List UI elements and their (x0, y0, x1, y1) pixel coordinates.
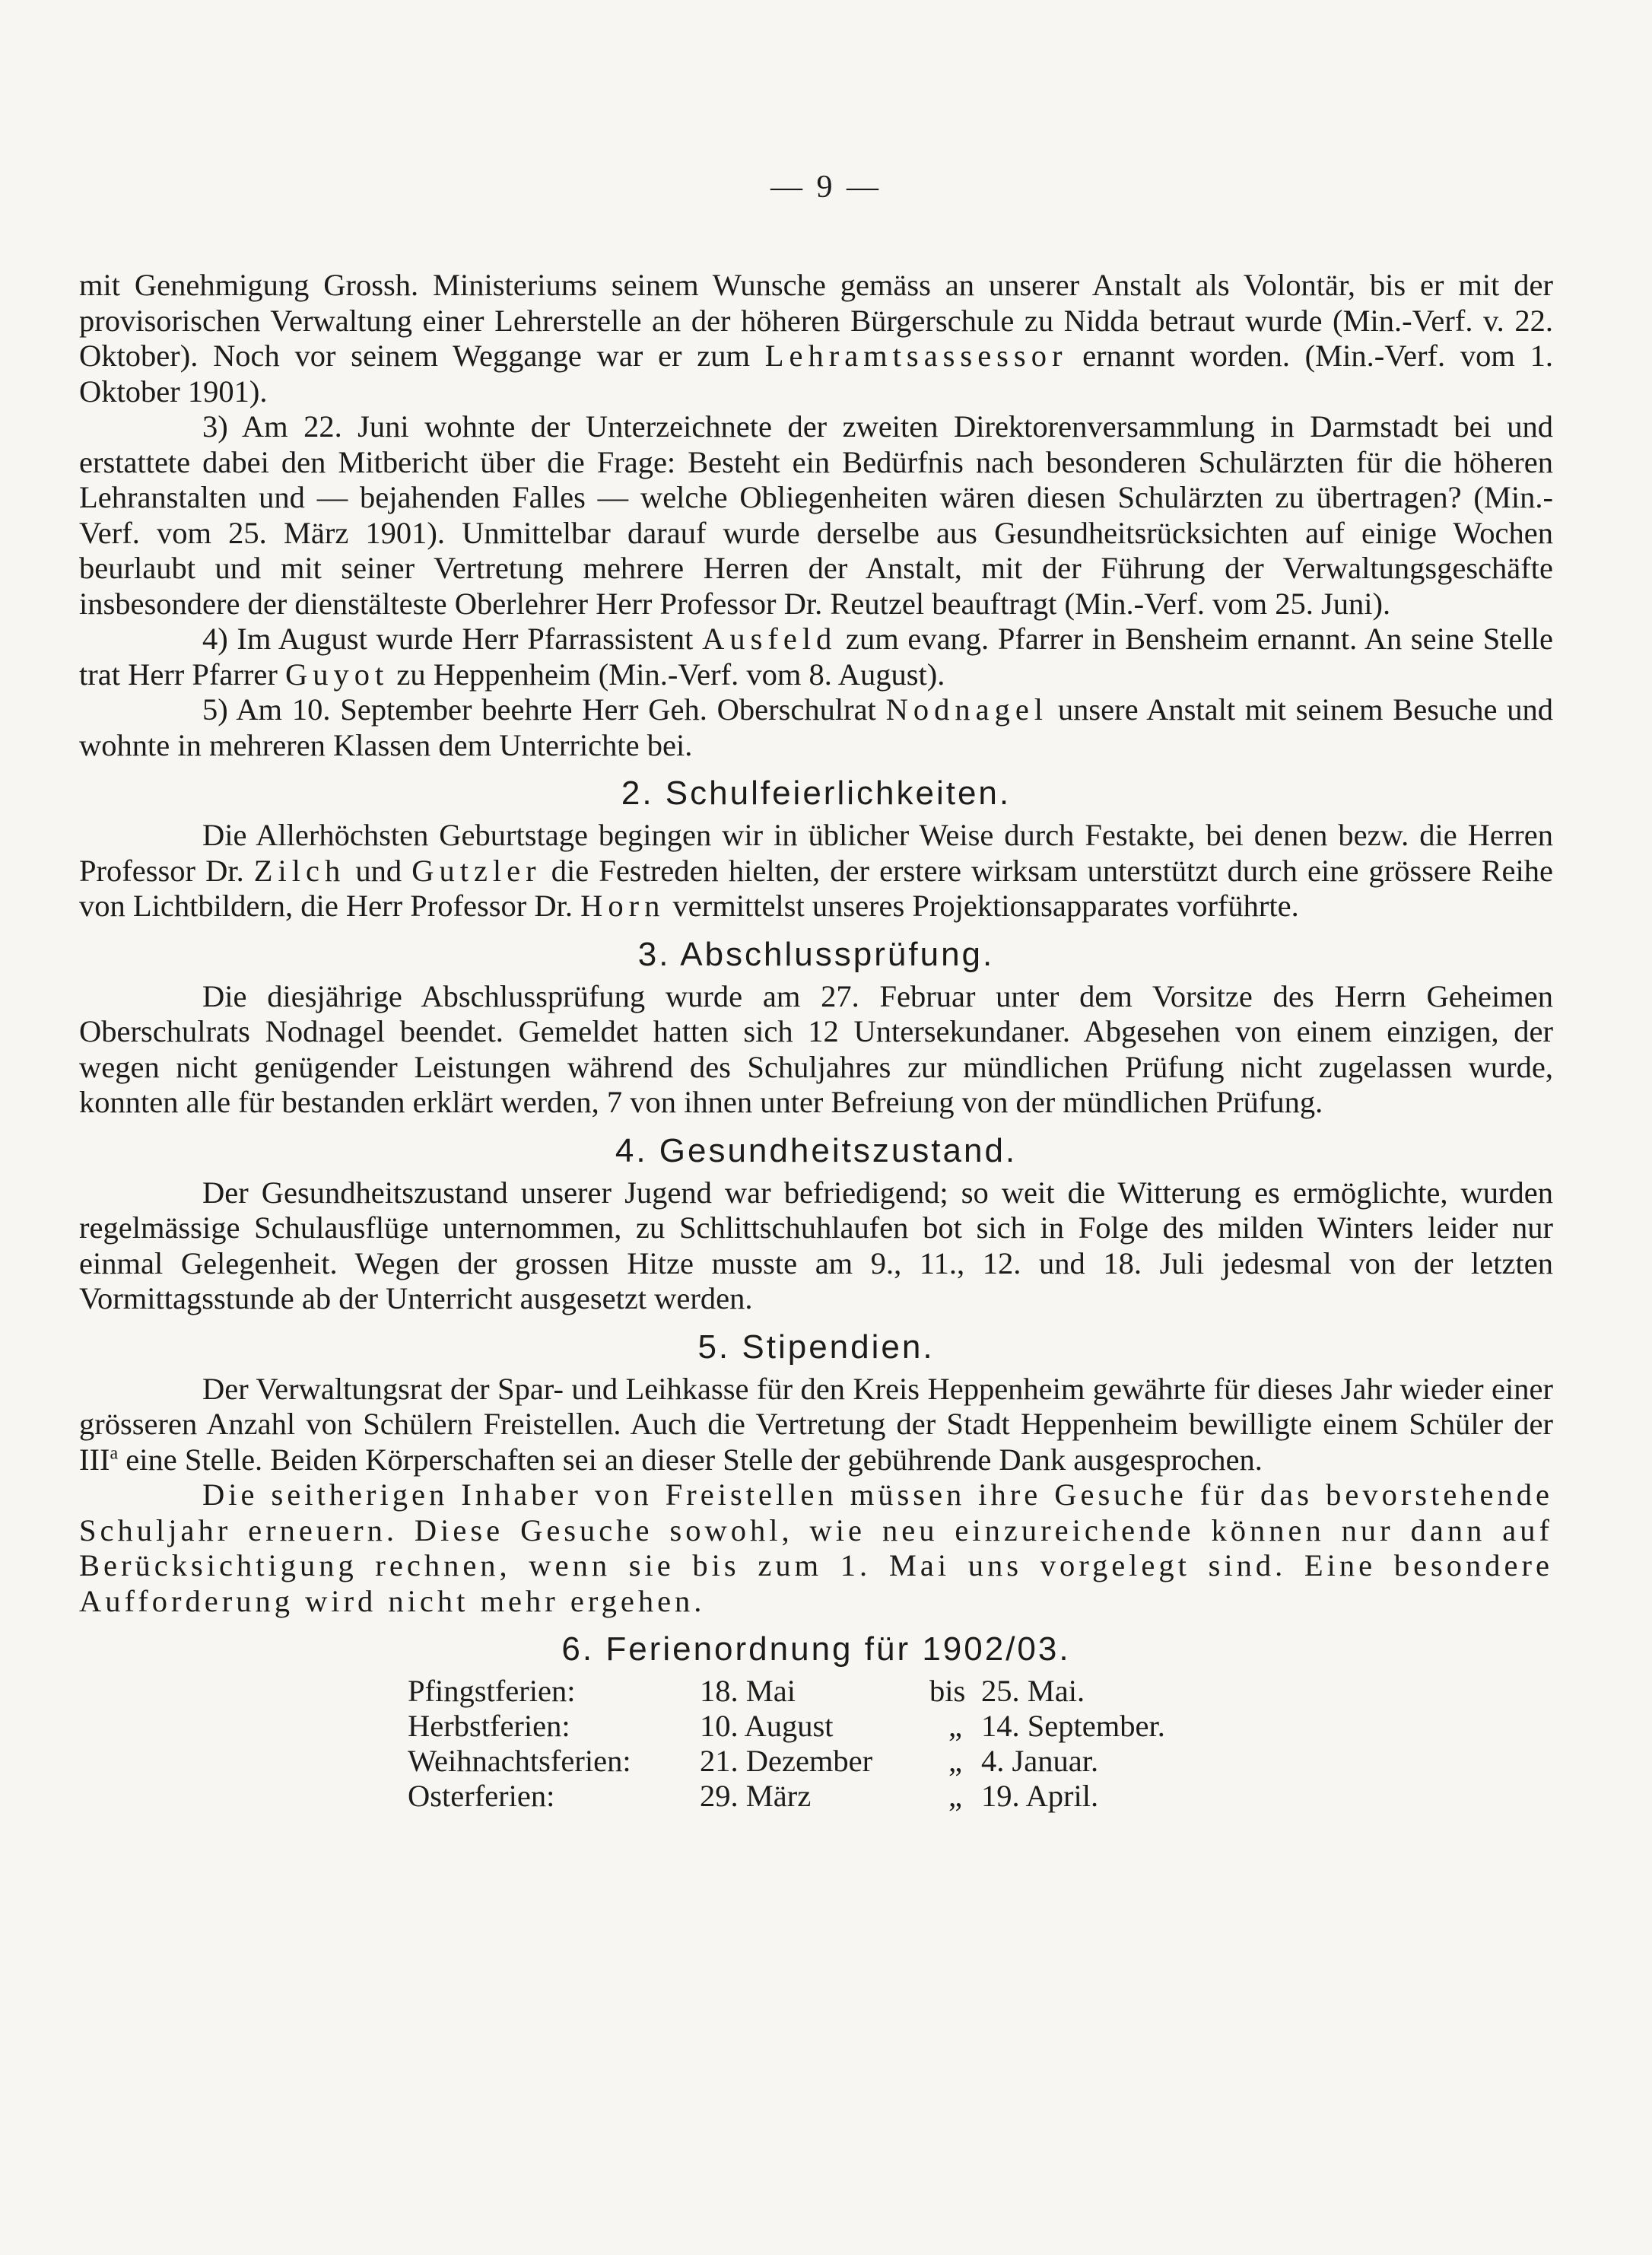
holiday-from: 29. März (700, 1779, 812, 1813)
section-2-paragraph: Die Allerhöchsten Geburtstage begingen wir in üblicher Weise durch Festakte, bei denen bezw. die Herren Professor Dr. Zilch und Gutzler die Festreden hielten, der erstere wirksam unterstützt durch eine grössere Reihe von Lichtbildern, die Herr Professor Dr. Horn vermittelst unseres Projektionsapparates vorführte. (79, 818, 1554, 923)
holiday-to: 25. Mai. (981, 1674, 1085, 1708)
holiday-to: 14. September. (981, 1709, 1165, 1743)
section-5-notice: Die seitherigen Inhaber von Freistellen müssen ihre Gesuche für das bevorstehende Schuljahr erneuern. Diese Gesuche sowohl, wie neu einzureichende können nur dann auf Berücksichtigung rechnen, wenn sie bis zum 1. Mai uns vorgelegt sind. Eine besondere Aufforderung wird nicht mehr ergehen. (79, 1477, 1553, 1618)
holiday-separator: „ (948, 1744, 962, 1778)
item-4-paragraph: 4) Im August wurde Herr Pfarrassistent Ausfeld zum evang. Pfarrer in Bensheim ernannt. An seine Stelle trat Herr Pfarrer Guyot zu Heppenheim (Min.-Verf. vom 8. August). (79, 622, 1553, 692)
holiday-table (408, 1674, 1285, 1814)
holiday-to: 4. Januar. (981, 1744, 1099, 1778)
holiday-to: 19. April. (981, 1779, 1099, 1813)
name-zilch: Zilch (253, 853, 346, 888)
holiday-name: Herbstferien: (408, 1709, 570, 1743)
section-3-paragraph: Die diesjährige Abschlussprüfung wurde am 27. Februar unter dem Vorsitze des Herrn Geheimen Oberschulrats Nodnagel beendet. Gemeldet hatten sich 12 Untersekundaner. Abgesehen von einem einzigen, der wegen nicht genügender Leistungen während des Schuljahres zur mündlichen Prüfung nicht zugelassen wurde, konnten alle für bestanden erklärt werden, 7 von ihnen unter Befreiung von der mündlichen Prüfung. (79, 978, 1553, 1119)
name-gutzler: Gutzler (411, 853, 542, 888)
table-row (408, 1744, 1285, 1779)
section-4-heading: 4. Gesundheitszustand. (615, 1131, 1018, 1169)
item-5-paragraph: 5) Am 10. September beehrte Herr Geh. Oberschulrat Nodnagel unsere Anstalt mit seinem Besuche und wohnte in mehreren Klassen dem Unterrichte bei. (79, 692, 1553, 762)
holiday-separator: „ (948, 1779, 962, 1813)
holiday-separator: „ (948, 1709, 962, 1743)
name-nodnagel: Nodnagel (885, 692, 1049, 727)
table-row (408, 1674, 1285, 1709)
section-4-paragraph: Der Gesundheitszustand unserer Jugend war befriedigend; so weit die Witterung es ermöglichte, wurden regelmässige Schulausflüge unternommen, zu Schlittschuhlaufen bot sich in Folge des milden Winters leider nur einmal Gelegenheit. Wegen der grossen Hitze musste am 9., 11., 12. und 18. Juli jedesmal von der letzten Vormittagsstunde ab der Unterricht ausgesetzt werden. (79, 1175, 1553, 1315)
section-6-heading: 6. Ferienordnung für 1902/03. (561, 1630, 1071, 1668)
name-guyot: Guyot (284, 657, 389, 692)
holiday-name: Osterferien: (408, 1779, 555, 1813)
intro-paragraph: mit Genehmigung Grossh. Ministeriums seinem Wunsche gemäss an unserer Anstalt als Volontär, bis er mit der provisorischen Verwaltung einer Lehrerstelle an der höheren Bürgerschule zu Nidda betraut wurde (Min.-Verf. v. 22. Oktober). Noch vor seinem Weggange war er zum Lehramtsassessor ernannt worden. (Min.-Verf. vom 1. Oktober 1901). (79, 268, 1553, 409)
holiday-separator: bis (929, 1674, 966, 1708)
section-5-paragraph: Der Verwaltungsrat der Spar- und Leihkasse für den Kreis Heppenheim gewährte für dieses Jahr wieder einer grösseren Anzahl von Schülern Freistellen. Auch die Vertretung der Stadt Heppenheim bewilligte einem Schüler der III$^a$ eine Stelle. Beiden Körperschaften sei an dieser Stelle der gebührende Dank ausgesprochen. (79, 1371, 1553, 1477)
holiday-from: 10. August (700, 1709, 834, 1743)
notice-block (79, 1477, 1553, 1619)
holiday-name: Pfingstferien: (408, 1674, 576, 1708)
table-row (408, 1709, 1285, 1744)
section-2-heading: 2. Schulfeierlichkeiten. (621, 774, 1012, 812)
holiday-from: 18. Mai (700, 1674, 796, 1708)
item-3-paragraph: 3) Am 22. Juni wohnte der Unterzeichnete der zweiten Direktorenversammlung in Darmstadt bei und erstattete dabei den Mitbericht über die Frage: Besteht ein Bedürfnis nach besonderen Schulärzten für die höheren Lehranstalten und — bejahenden Falles — welche Obliegenheiten wären diesen Schulärzten zu übertragen? (Min.-Verf. vom 25. März 1901). Unmittelbar darauf wurde derselbe aus Gesundheitsrücksichten auf einige Wochen beurlaubt und mit seiner Vertretung mehrere Herren der Anstalt, mit der Führung der Verwaltungsgeschäfte insbesondere der dienstälteste Oberlehrer Herr Professor Dr. Reutzel beauftragt (Min.-Verf. vom 25. Juni). (79, 409, 1553, 621)
class-superscript: a (110, 1443, 119, 1463)
holiday-from: 21. Dezember (700, 1744, 873, 1778)
name-horn: Horn (580, 889, 666, 923)
name-ausfeld: Ausfeld (702, 622, 837, 656)
section-5-heading: 5. Stipendien. (697, 1328, 935, 1366)
page-number: — 9 — (770, 170, 882, 205)
section-3-heading: 3. Abschlussprüfung. (637, 935, 995, 973)
spaced-term: Lehramtsassessor (764, 339, 1068, 373)
page-body (79, 268, 1553, 1814)
holiday-name: Weihnachtsferien: (408, 1744, 631, 1778)
table-row (408, 1779, 1285, 1814)
